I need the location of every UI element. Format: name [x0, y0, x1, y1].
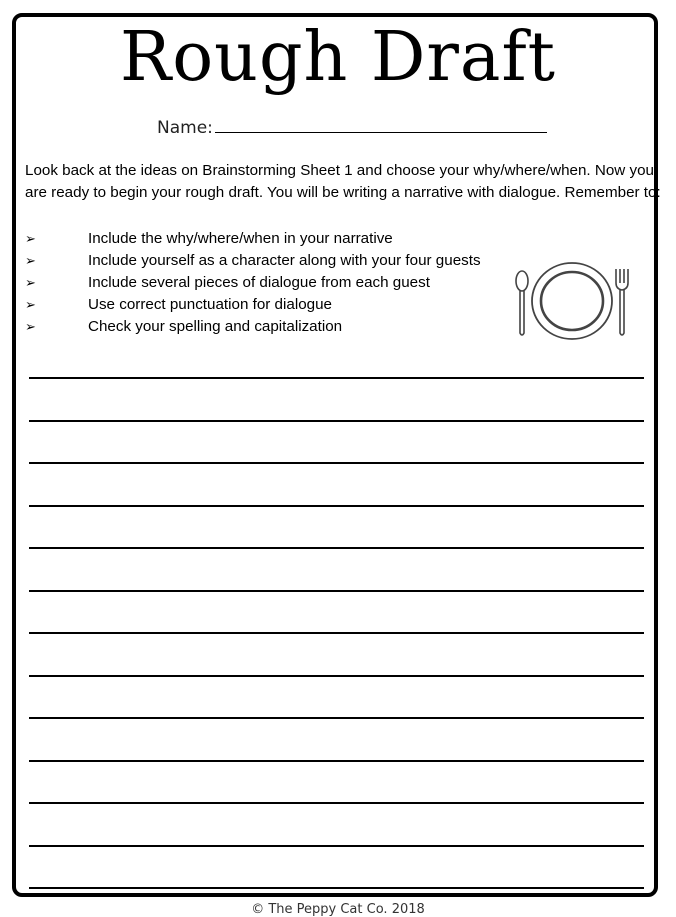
list-item-text: Include the why/where/when in your narrative [88, 230, 393, 247]
name-blank-line[interactable] [215, 118, 547, 133]
plate-setting-icon [512, 259, 640, 341]
arrow-bullet-icon: ➢ [25, 275, 36, 290]
list-item [25, 294, 545, 316]
list-item [25, 316, 545, 338]
list-item-text: Include yourself as a character along with your four guests [88, 252, 481, 269]
writing-line[interactable] [29, 377, 644, 379]
list-item-text: Include several pieces of dialogue from each guest [88, 274, 430, 291]
instructions-text: Look back at the ideas on Brainstorming Sheet 1 and choose your why/where/when. Now you are ready to begin your rough draft. You will be writing a narrative with dialogue. Remember to: [25, 162, 661, 201]
writing-line[interactable] [29, 590, 644, 592]
fork-icon [616, 269, 628, 335]
writing-line[interactable] [29, 547, 644, 549]
writing-line[interactable] [29, 760, 644, 762]
spoon-icon [516, 271, 528, 335]
page-title: Rough Draft [120, 18, 556, 97]
arrow-bullet-icon: ➢ [25, 319, 36, 334]
list-item [25, 272, 545, 294]
writing-line[interactable] [29, 802, 644, 804]
arrow-bullet-icon: ➢ [25, 231, 36, 246]
writing-line[interactable] [29, 887, 644, 889]
writing-line[interactable] [29, 420, 644, 422]
page-border [12, 13, 658, 897]
arrow-bullet-icon: ➢ [25, 253, 36, 268]
list-item [25, 250, 545, 272]
copyright-footer: © The Peppy Cat Co. 2018 [251, 902, 425, 917]
writing-line[interactable] [29, 675, 644, 677]
writing-line[interactable] [29, 717, 644, 719]
writing-line[interactable] [29, 462, 644, 464]
name-label: Name: [157, 118, 213, 138]
writing-line[interactable] [29, 505, 644, 507]
reminder-list [25, 228, 545, 338]
writing-line[interactable] [29, 632, 644, 634]
name-field[interactable] [157, 118, 547, 138]
arrow-bullet-icon: ➢ [25, 297, 36, 312]
writing-line[interactable] [29, 845, 644, 847]
plate-icon [532, 263, 612, 339]
list-item-text: Use correct punctuation for dialogue [88, 296, 332, 313]
list-item [25, 228, 545, 250]
list-item-text: Check your spelling and capitalization [88, 318, 343, 335]
